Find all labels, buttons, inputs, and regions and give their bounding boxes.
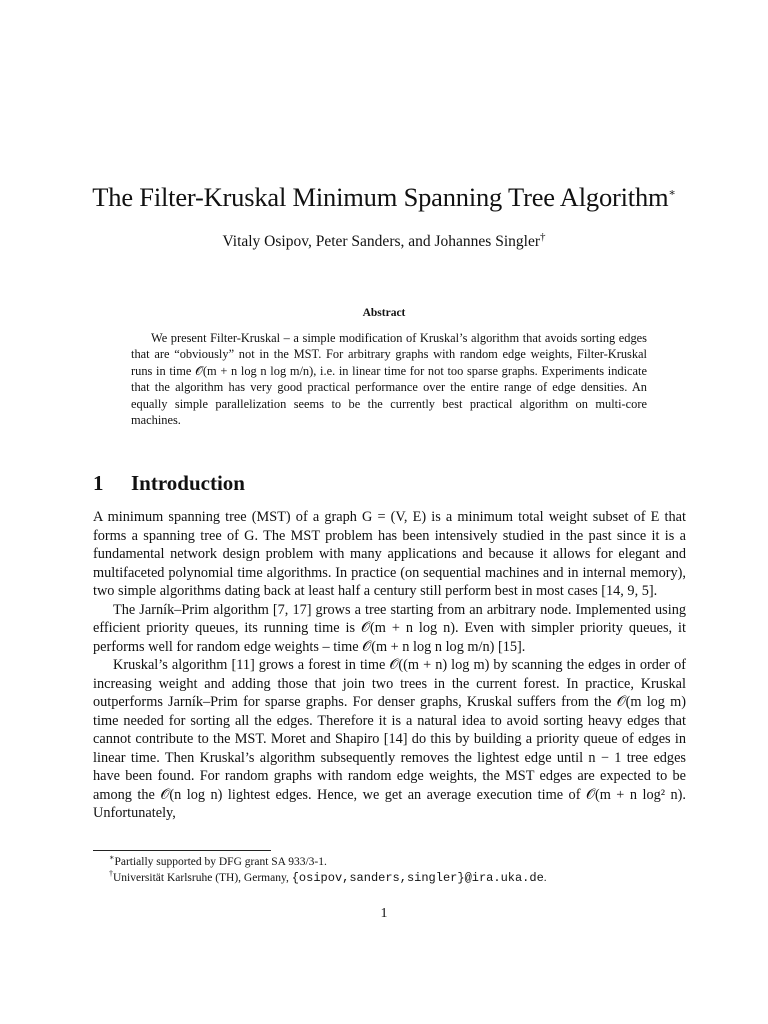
abstract-body	[131, 330, 647, 428]
footnote-2-mark: †	[109, 869, 113, 879]
section-number: 1	[93, 471, 104, 495]
section-title: Introduction	[131, 471, 245, 495]
page-number: 1	[380, 906, 388, 921]
title-footnote-mark: ∗	[668, 187, 676, 200]
footnote-2-text: Universität Karlsruhe (TH), Germany,	[113, 872, 292, 884]
abstract-paragraph: We present Filter-Kruskal – a simple modification of Kruskal’s algorithm that avoids sorting edges that are “obviously” not in the MST. For arbitrary graphs with random edge weights, Filter-Kruskal runs in time 𝒪(m + n log n log m/n), i.e. in linear time for not too sparse graphs. Experiments indicate that the algorithm has very good practical performance over the entire range of edge densities. An equally simple parallelization seems to be the currently best practical algorithm on multi-core machines.	[131, 331, 647, 428]
footnote-2-tail: .	[543, 872, 547, 884]
footnotes	[93, 854, 693, 886]
author-footnote-mark: †	[540, 230, 546, 243]
paragraph-3: Kruskal’s algorithm [11] grows a forest in time 𝒪((m + n) log m) by scanning the edges in order of increasing weight and adding those that join two trees in the current forest. In practice, Kruskal outperforms Jarník–Prim for sparse graphs. For denser graphs, Kruskal suffers from the 𝒪(m log m) time needed for sorting all the edges. Therefore it is a natural idea to avoid sorting heavy edges that cannot contribute to the MST. Moret and Shapiro [14] do this by building a priority queue of edges in linear time. Then Kruskal’s algorithm subsequently removes the lightest edge until n − 1 tree edges have been found. For random graphs with random edge weights, the MST edges are expected to be among the 𝒪(n log n) lightest edges. Hence, we get an average execution time of 𝒪(m + n log² n). Unfortunately,	[93, 657, 686, 821]
authors-text: Vitaly Osipov, Peter Sanders, and Johannes Singler	[222, 233, 540, 250]
footnote-2	[93, 870, 693, 886]
footnote-1-mark: ∗	[109, 853, 115, 863]
footnote-rule	[93, 850, 271, 851]
footnote-1	[93, 854, 693, 870]
section-heading	[93, 469, 693, 497]
author-email: {osipov,sanders,singler}@ira.uka.de	[291, 871, 544, 885]
section-body	[93, 508, 686, 823]
title-text: The Filter-Kruskal Minimum Spanning Tree Algorithm	[92, 182, 669, 212]
abstract-heading: Abstract	[362, 307, 406, 319]
author-list	[0, 232, 768, 252]
footnote-1-text: Partially supported by DFG grant SA 933/3-1.	[114, 856, 327, 868]
paragraph-1: A minimum spanning tree (MST) of a graph G = (V, E) is a minimum total weight subset of E that forms a spanning tree of G. The MST problem has been intensively studied in the past since it is a fundamental network design problem with many applications and because it allows for elegant and multifaceted polynomial time algorithms. In practice (on sequential machines and in internal memory), two simple algorithms dating back at least half a century still perform best in most cases [14, 9, 5].	[93, 509, 686, 599]
paragraph-2: The Jarník–Prim algorithm [7, 17] grows a tree starting from an arbitrary node. Implemented using efficient priority queues, its running time is 𝒪(m + n log n). Even with simpler priority queues, it performs well for random edge weights – time 𝒪(m + n log n log m/n) [15].	[93, 601, 686, 655]
paper-title	[0, 180, 768, 214]
